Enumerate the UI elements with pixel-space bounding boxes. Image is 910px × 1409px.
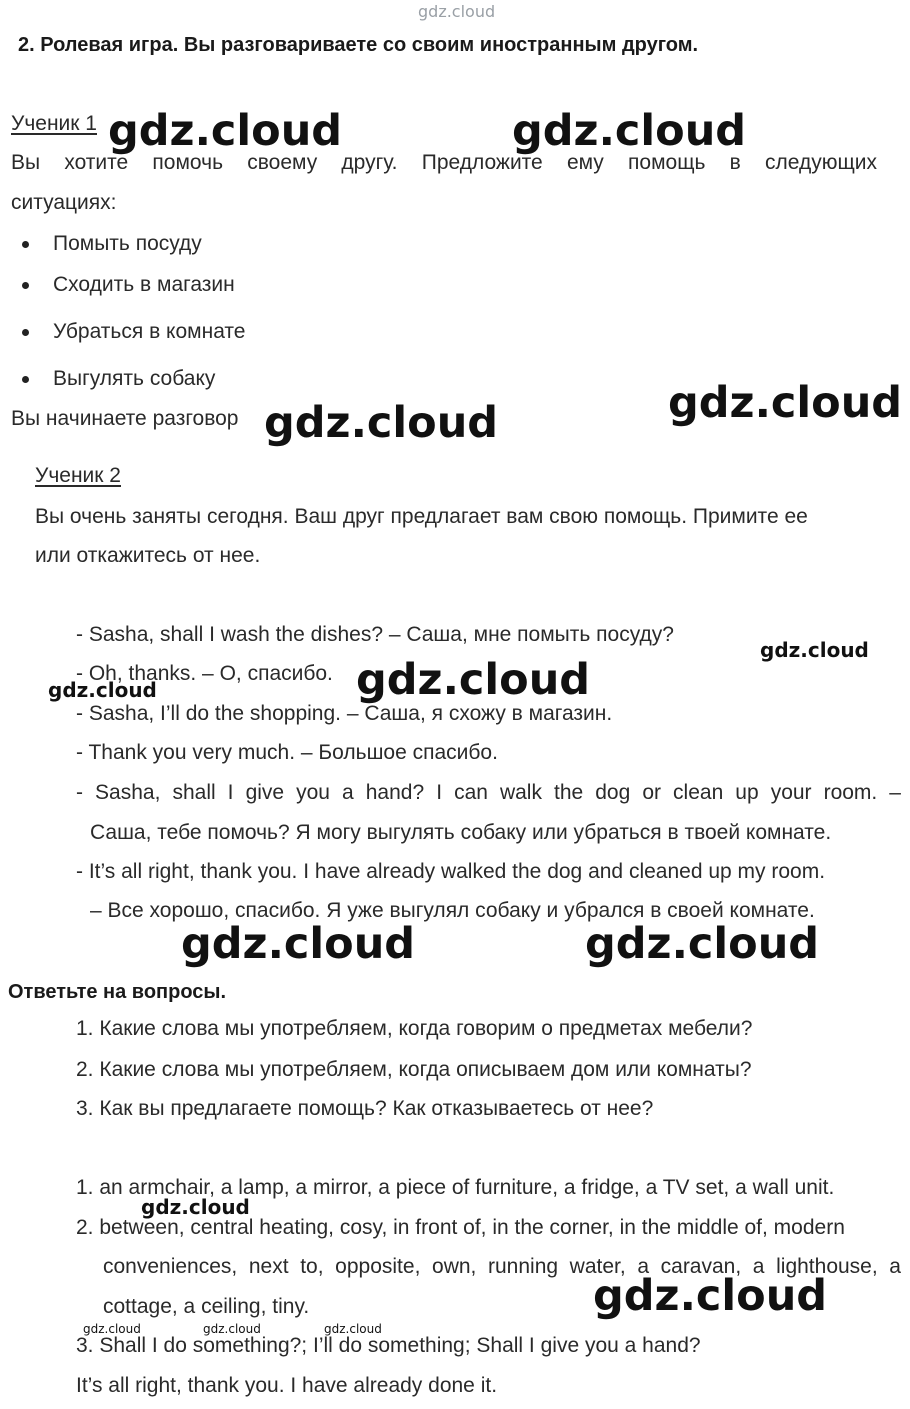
watermark: gdz.cloud [83, 1322, 141, 1336]
answer-line: It’s all right, thank you. I have already done it. [76, 1374, 498, 1397]
dialogue-line: - Oh, thanks. – О, спасибо. [76, 662, 333, 685]
watermark: gdz.cloud [141, 1195, 250, 1219]
answer-line: cottage, a ceiling, tiny. [103, 1295, 310, 1318]
watermark: gdz.cloud [264, 398, 499, 448]
watermark: gdz.cloud [108, 106, 343, 156]
student1-item: Выгулять собаку [53, 367, 216, 390]
student1-item: Сходить в магазин [53, 273, 235, 296]
watermark: gdz.cloud [668, 378, 903, 428]
dialogue-line: - Sasha, shall I give you a hand? I can walk the dog or clean up your room. – [76, 781, 901, 804]
dialogue-line: - It’s all right, thank you. I have already walked the dog and cleaned up my room. [76, 860, 826, 883]
student1-closing: Вы начинаете разговор [11, 407, 239, 430]
student2-line1: Вы очень заняты сегодня. Ваш друг предлагает вам свою помощь. Примите ее [35, 505, 808, 528]
watermark: gdz.cloud [48, 678, 157, 702]
student2-label: Ученик 2 [35, 464, 121, 487]
watermark: gdz.cloud [356, 655, 591, 705]
questions-heading: Ответьте на вопросы. [8, 981, 227, 1003]
dialogue-line: - Sasha, shall I wash the dishes? – Саша, мне помыть посуду? [76, 623, 674, 646]
watermark: gdz.cloud [760, 638, 869, 662]
watermark-top: gdz.cloud [418, 2, 496, 21]
answer-line: 3. Shall I do something?; I’ll do something; Shall I give you a hand? [76, 1334, 701, 1357]
dialogue-line: - Thank you very much. – Большое спасибо. [76, 741, 498, 764]
question-item: 3. Как вы предлагаете помощь? Как отказываетесь от нее? [76, 1097, 654, 1120]
answer-line: conveniences, next to, opposite, own, running water, a caravan, a lighthouse, a [103, 1255, 901, 1278]
answer-line: 1. an armchair, a lamp, a mirror, a piece of furniture, a fridge, a TV set, a wall unit. [76, 1176, 835, 1199]
student1-text-line2: ситуациях: [11, 191, 117, 214]
watermark: gdz.cloud [585, 919, 820, 969]
task-title: 2. Ролевая игра. Вы разговариваете со своим иностранным другом. [18, 34, 699, 56]
answer-line: 2. between, central heating, cosy, in front of, in the corner, in the middle of, modern [76, 1216, 845, 1239]
watermark: gdz.cloud [324, 1322, 382, 1336]
watermark: gdz.cloud [203, 1322, 261, 1336]
watermark: gdz.cloud [593, 1271, 828, 1321]
watermark: gdz.cloud [181, 919, 416, 969]
student2-line2: или откажитесь от нее. [35, 544, 261, 567]
dialogue-line: – Все хорошо, спасибо. Я уже выгулял собаку и убрался в своей комнате. [90, 899, 815, 922]
student1-label: Ученик 1 [11, 112, 97, 135]
student1-text-line1: Вы хотите помочь своему другу. Предложите ему помощь в следующих [11, 151, 877, 174]
question-item: 2. Какие слова мы употребляем, когда описываем дом или комнаты? [76, 1058, 752, 1081]
question-item: 1. Какие слова мы употребляем, когда говорим о предметах мебели? [76, 1017, 753, 1040]
student1-item: Помыть посуду [53, 232, 202, 255]
watermark: gdz.cloud [512, 106, 747, 156]
dialogue-line: Саша, тебе помочь? Я могу выгулять собаку или убраться в твоей комнате. [90, 821, 832, 844]
dialogue-line: - Sasha, I’ll do the shopping. – Саша, я схожу в магазин. [76, 702, 613, 725]
student1-item: Убраться в комнате [53, 320, 246, 343]
